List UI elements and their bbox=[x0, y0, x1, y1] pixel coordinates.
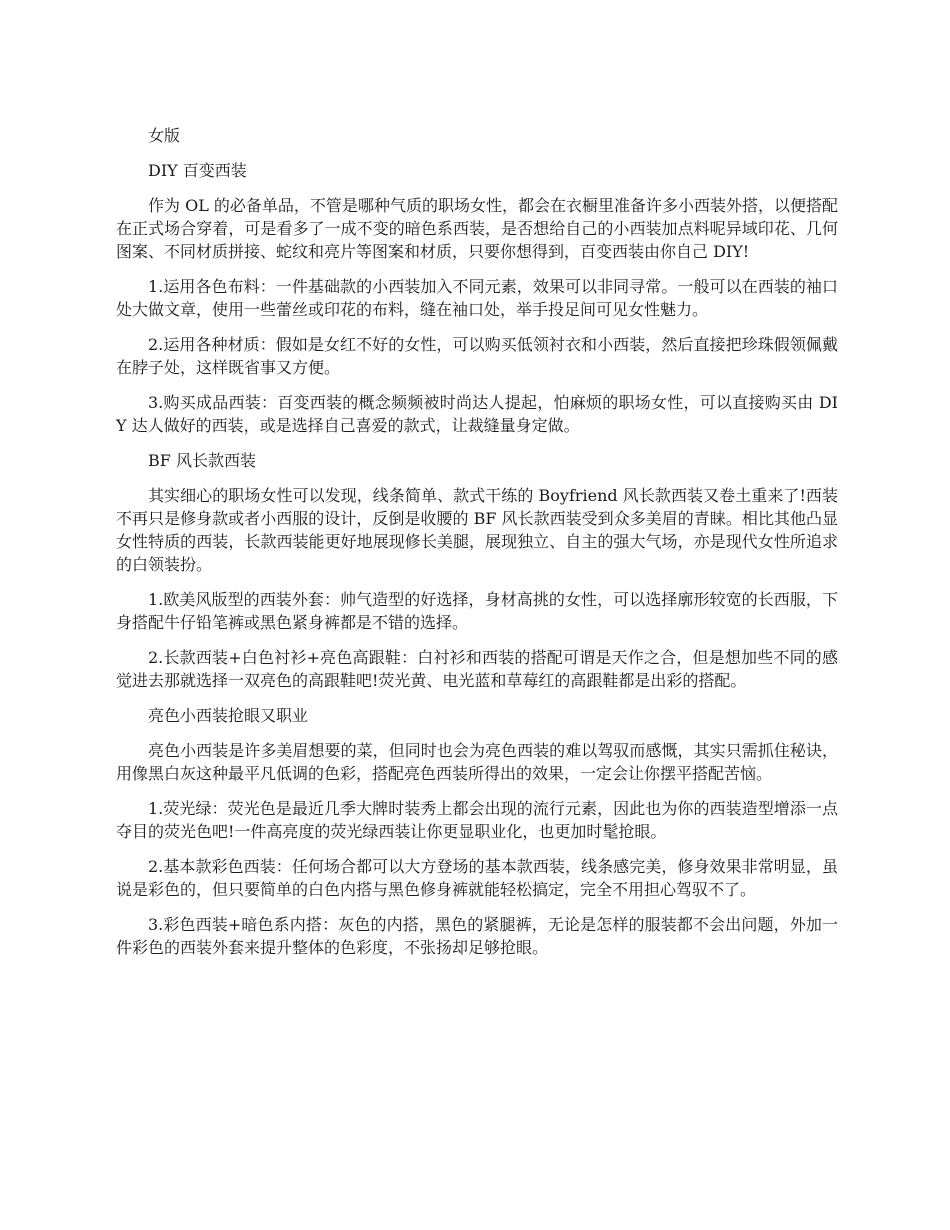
body-paragraph: 作为 OL 的必备单品，不管是哪种气质的职场女性，都会在衣橱里准备许多小西装外搭，以便搭配在正式场合穿着，可是看多了一成不变的暗色系西装，是否想给自己的小西装加点料呢异域印花、几何图案、不同材质拼接、蛇纹和亮片等图案和材质，只要你想得到，百变西装由你自己 DIY! bbox=[116, 196, 838, 261]
body-paragraph: 3.彩色西装+暗色系内搭：灰色的内搭，黑色的紧腿裤，无论是怎样的服装都不会出问题，外加一件彩色的西装外套来提升整体的色彩度，不张扬却足够抢眼。 bbox=[116, 915, 838, 957]
body-paragraph: 亮色小西装是许多美眉想要的菜，但同时也会为亮色西装的难以驾驭而感慨，其实只需抓住秘诀，用像黑白灰这种最平凡低调的色彩，搭配亮色西装所得出的效果，一定会让你摆平搭配苦恼。 bbox=[116, 741, 838, 783]
body-paragraph: 1.欧美风版型的西装外套：帅气造型的好选择，身材高挑的女性，可以选择廓形较宽的长西服，下身搭配牛仔铅笔裤或黑色紧身裤都是不错的选择。 bbox=[116, 590, 838, 632]
body-paragraph: 1.运用各色布料：一件基础款的小西装加入不同元素，效果可以非同寻常。一般可以在西装的袖口处大做文章，使用一些蕾丝或印花的布料，缝在袖口处，举手投足间可见女性魅力。 bbox=[116, 277, 838, 319]
body-paragraph: 其实细心的职场女性可以发现，线条简单、款式干练的 Boyfriend 风长款西装又卷土重来了!西装不再只是修身款或者小西服的设计，反倒是收腰的 BF 风长款西装受到众多美眉的青睐。相比其他凸显女性特质的西装，长款西装能更好地展现修长美腿，展现独立、自主的强大气场，亦是现代女性所追求的白领装扮。 bbox=[116, 486, 838, 574]
section-heading: 亮色小西装抢眼又职业 bbox=[148, 706, 309, 725]
section-heading: 女版 bbox=[148, 126, 181, 145]
body-paragraph: 1.荧光绿：荧光色是最近几季大牌时装秀上都会出现的流行元素，因此也为你的西装造型增添一点夺目的荧光色吧!一件高亮度的荧光绿西装让你更显职业化，也更加时髦抢眼。 bbox=[116, 799, 838, 841]
body-paragraph: 3.购买成品西装：百变西装的概念频频被时尚达人提起，怕麻烦的职场女性，可以直接购买由 DIY 达人做好的西装，或是选择自己喜爱的款式，让裁缝量身定做。 bbox=[116, 393, 838, 435]
document-body bbox=[116, 124, 838, 971]
section-heading: BF 风长款西装 bbox=[148, 451, 256, 470]
body-paragraph: 2.运用各种材质：假如是女红不好的女性，可以购买低领衬衣和小西装，然后直接把珍珠假领佩戴在脖子处，这样既省事又方便。 bbox=[116, 335, 838, 377]
body-paragraph: 2.基本款彩色西装：任何场合都可以大方登场的基本款西装，线条感完美，修身效果非常明显，虽说是彩色的，但只要简单的白色内搭与黑色修身裤就能轻松搞定，完全不用担心驾驭不了。 bbox=[116, 857, 838, 899]
body-paragraph: 2.长款西装+白色衬衫+亮色高跟鞋：白衬衫和西装的搭配可谓是天作之合，但是想加些不同的感觉进去那就选择一双亮色的高跟鞋吧!荧光黄、电光蓝和草莓红的高跟鞋都是出彩的搭配。 bbox=[116, 648, 838, 690]
section-heading: DIY 百变西装 bbox=[148, 161, 247, 180]
